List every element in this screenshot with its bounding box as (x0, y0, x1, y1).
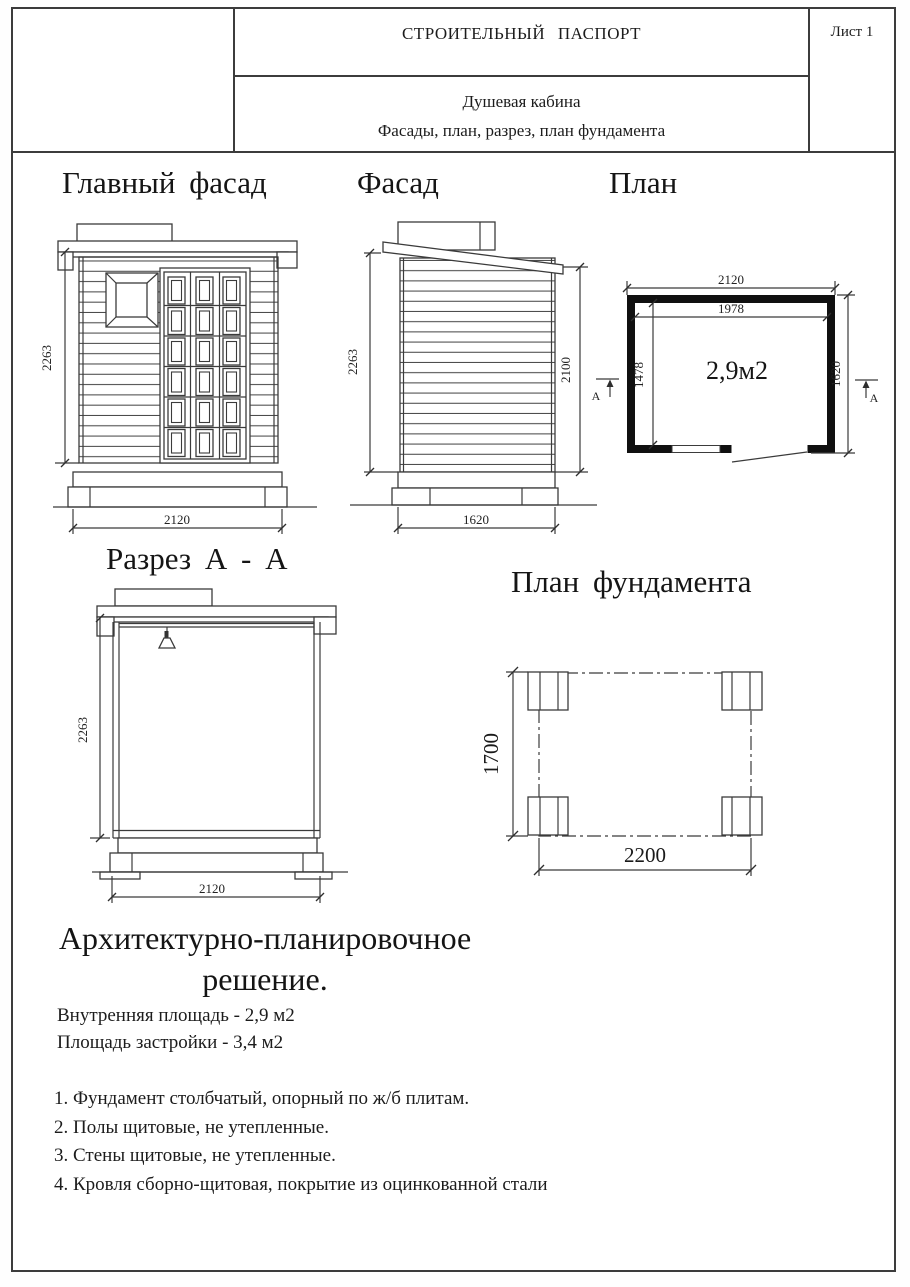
dim-foundation-depth: 1700 (479, 733, 503, 775)
sheet-number: Лист 1 (808, 9, 894, 151)
title-block-center (235, 9, 808, 151)
area-summary (57, 1002, 295, 1056)
plan-drawing (585, 255, 890, 470)
section-marker-left: А (591, 389, 601, 403)
dim-plan-width-outer: 2120 (718, 272, 744, 287)
dim-section-height: 2263 (75, 717, 90, 743)
title-block (13, 9, 894, 153)
title-block-empty-cell (13, 9, 235, 151)
dim-facade-main-height: 2263 (39, 345, 54, 371)
interior-area-line: Внутренняя площадь - 2,9 м2 (57, 1005, 295, 1026)
object-name: Душевая кабина (462, 92, 581, 111)
notes-heading-line1: Архитектурно-планировочное (58, 920, 472, 956)
section-drawing (60, 580, 390, 910)
notes-heading (45, 918, 485, 1000)
title-side-facade: Фасад (357, 165, 439, 200)
dim-facade-side-width: 1620 (463, 512, 489, 527)
spec-item-3: 3. Стены щитовые, не утепленные. (54, 1145, 336, 1166)
section-marker-right: А (869, 391, 879, 405)
spec-item-4: 4. Кровля сборно-щитовая, покрытие из оцинкованной стали (54, 1173, 548, 1195)
title-plan: План (609, 165, 678, 200)
main-facade-drawing (40, 210, 330, 540)
specification-list (54, 1085, 548, 1199)
notes-heading-line2: решение. (202, 960, 328, 997)
document-subtitles (235, 92, 808, 141)
dim-plan-depth-outer: 1620 (828, 361, 843, 387)
plan-area-label: 2,9м2 (706, 356, 768, 385)
title-foundation-plan: План фундамента (511, 564, 752, 599)
dim-plan-width-inner: 1978 (718, 301, 744, 316)
built-area-line: Площадь застройки - 3,4 м2 (57, 1032, 284, 1053)
spec-item-2: 2. Полы щитовые, не утепленные. (54, 1116, 329, 1138)
dim-facade-main-width: 2120 (164, 512, 190, 527)
dim-plan-depth-inner: 1478 (631, 362, 646, 388)
dim-section-width: 2120 (199, 881, 225, 896)
document-title: СТРОИТЕЛЬНЫЙ ПАСПОРТ (235, 9, 808, 77)
title-main-facade: Главный фасад (62, 165, 267, 200)
foundation-plan-drawing (480, 640, 780, 885)
dim-facade-side-height-left: 2263 (345, 349, 360, 375)
sheet-contents: Фасады, план, разрез, план фундамента (377, 121, 666, 140)
dim-foundation-width: 2200 (624, 843, 666, 867)
title-section: Разрез А - А (106, 541, 288, 576)
spec-item-1: 1. Фундамент столбчатый, опорный по ж/б плитам. (54, 1088, 470, 1109)
dim-facade-side-height-right: 2100 (558, 357, 573, 383)
